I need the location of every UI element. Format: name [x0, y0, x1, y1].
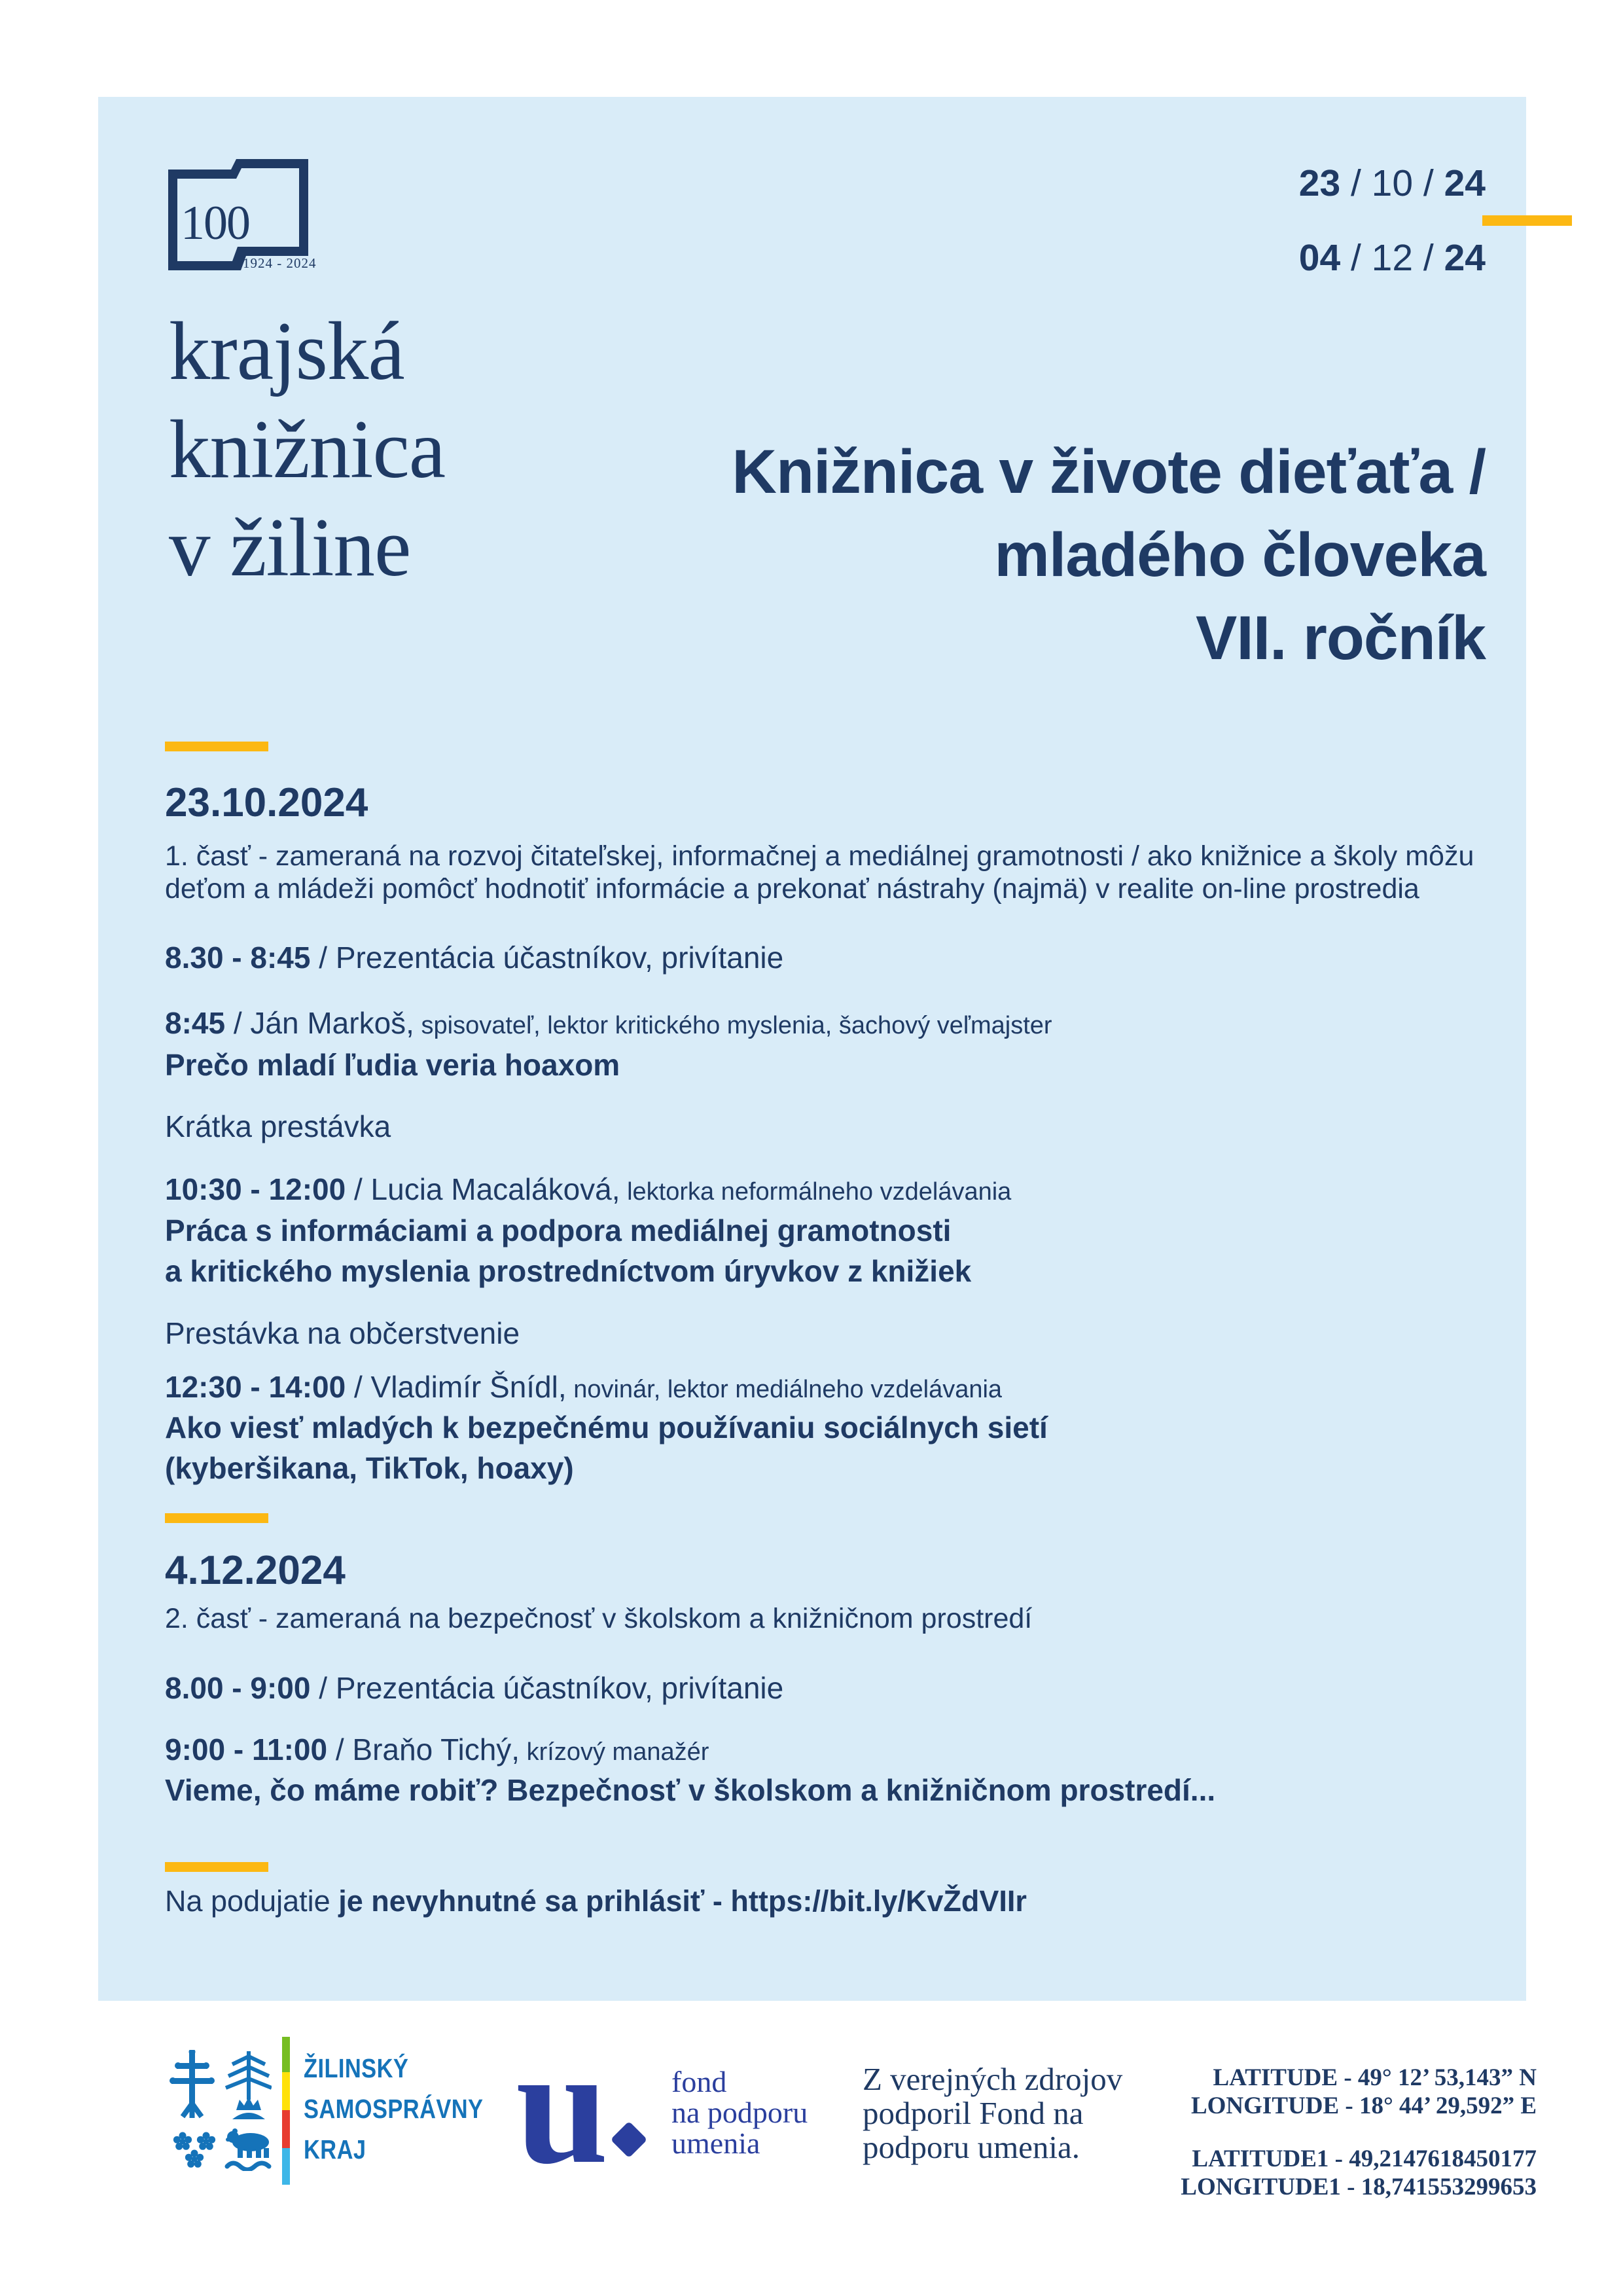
coordinate-longitude1: LONGITUDE1 - 18,741553299653	[1181, 2174, 1537, 2200]
schedule-item-text: / Prezentácia účastníkov, privítanie	[310, 941, 784, 975]
support-statement-line1: Z verejných zdrojov	[863, 2061, 1123, 2097]
registration-note-bold: je nevyhnutné sa prihlásiť -	[338, 1884, 731, 1918]
event-title	[732, 431, 1486, 680]
schedule-item-time: 12:30 - 14:00	[165, 1370, 346, 1404]
section1-intro-line1: 1. časť - zameraná na rozvoj čitateľskej, informačnej a mediálnej gramotnosti / ako knižnice a školy môžu	[165, 840, 1474, 872]
registration-note	[165, 1885, 1027, 1918]
logo-100-number: 100	[181, 196, 249, 250]
section1-divider	[165, 742, 268, 751]
schedule-item-time: 9:00 - 11:00	[165, 1732, 328, 1767]
tree-crown-icon	[226, 2051, 272, 2119]
library-wordmark-line2: knižnica	[169, 404, 446, 495]
section2-divider	[165, 1513, 268, 1523]
talk-title-safety: Vieme, čo máme robiť? Bezpečnosť v školskom a knižničnom prostredí...	[165, 1773, 1216, 1807]
library-wordmark-line1: krajská	[169, 306, 404, 397]
schedule-item-speaker: / Ján Markoš,	[225, 1006, 414, 1040]
stripe-yellow	[282, 2072, 290, 2110]
talk-title-media-literacy-line2: a kritického myslenia prostredníctvom úryvkov z knižiek	[165, 1254, 972, 1288]
schedule-item-welcome-2	[165, 1672, 783, 1705]
double-cross-icon	[169, 2050, 215, 2118]
event-title-line3: VII. ročník	[1195, 603, 1486, 673]
schedule-item-snidl	[165, 1371, 1002, 1404]
schedule-item-welcome-1	[165, 941, 783, 975]
event-title-line1: Knižnica v živote dieťaťa /	[732, 437, 1486, 507]
zsk-color-stripe	[282, 2037, 290, 2185]
event-title-line2: mladého človeka	[994, 520, 1486, 590]
zsk-name-line1: ŽILINSKÝ	[304, 2053, 409, 2083]
schedule-item-speaker-role: krízový manažér	[520, 1738, 709, 1766]
roses-icon	[173, 2132, 215, 2168]
section2-intro-line1: 2. časť - zameraná na bezpečnosť v školskom a knižničnom prostredí	[165, 1603, 1033, 1634]
section2-date-heading: 4.12.2024	[165, 1548, 346, 1593]
event-date-1-month: / 10 /	[1340, 162, 1444, 204]
zsk-name-line2: SAMOSPRÁVNY	[304, 2094, 484, 2124]
support-statement-line3: podporu umenia.	[863, 2129, 1080, 2165]
coordinate-latitude: LATITUDE - 49° 12’ 53,143” N	[1213, 2064, 1537, 2091]
schedule-break-refreshments: Prestávka na občerstvenie	[165, 1316, 520, 1350]
event-date-2-year: 24	[1444, 237, 1486, 279]
registration-note-prefix: Na podujatie	[165, 1884, 339, 1918]
event-date-2-day: 04	[1298, 237, 1341, 279]
date-accent-bar	[1482, 215, 1572, 226]
schedule-item-speaker-role: lektorka neformálneho vzdelávania	[620, 1178, 1012, 1206]
coordinate-longitude: LONGITUDE - 18° 44’ 29,592” E	[1190, 2092, 1537, 2119]
event-date-2	[1299, 237, 1486, 280]
event-date-1	[1299, 162, 1486, 206]
coordinate-latitude1: LATITUDE1 - 49,2147618450177	[1192, 2145, 1537, 2172]
schedule-item-speaker: / Braňo Tichý,	[327, 1732, 520, 1767]
fpu-name-line2: na podporu	[671, 2096, 808, 2129]
schedule-item-speaker: / Vladimír Šnídl,	[346, 1370, 567, 1404]
stripe-green	[282, 2037, 290, 2072]
talk-title-social-networks-line1: Ako viesť mladých k bezpečnému používaniu sociálnych sietí	[165, 1410, 1048, 1444]
fpu-name-line3: umenia	[671, 2126, 760, 2160]
logo-100-years: 1924 - 2024	[243, 255, 317, 271]
schedule-item-time: 10:30 - 12:00	[165, 1172, 346, 1206]
schedule-item-macalakova	[165, 1173, 1011, 1206]
registration-link[interactable]: https://bit.ly/KvŽdVIIr	[730, 1884, 1027, 1918]
schedule-item-time: 8:45	[165, 1006, 226, 1040]
schedule-item-text: / Prezentácia účastníkov, privítanie	[310, 1671, 784, 1705]
library-wordmark	[169, 302, 445, 597]
schedule-item-time: 8.30 - 8:45	[165, 941, 311, 975]
registration-divider	[165, 1862, 268, 1872]
zsk-coat-of-arms-icon	[167, 2050, 272, 2171]
talk-title-hoaxes: Prečo mladí ľudia veria hoaxom	[165, 1048, 620, 1082]
schedule-item-speaker-role: novinár, lektor mediálneho vzdelávania	[566, 1376, 1003, 1403]
schedule-item-markos	[165, 1007, 1052, 1040]
zsk-name-line3: KRAJ	[304, 2134, 366, 2164]
schedule-item-speaker: / Lucia Macaláková,	[346, 1172, 620, 1206]
talk-title-media-literacy-line1: Práca s informáciami a podpora mediálnej gramotnosti	[165, 1213, 952, 1247]
section1-date-heading: 23.10.2024	[165, 780, 368, 825]
stripe-cyan	[282, 2148, 290, 2185]
schedule-item-tichy	[165, 1733, 709, 1767]
fpu-name-line1: fond	[671, 2065, 727, 2098]
schedule-break-short: Krátka prestávka	[165, 1109, 391, 1143]
fpu-logo-diamond-dot	[611, 2121, 648, 2159]
event-date-1-day: 23	[1298, 162, 1341, 204]
talk-title-social-networks-line2: (kyberšikana, TikTok, hoaxy)	[165, 1451, 574, 1485]
stripe-red	[282, 2110, 290, 2148]
event-date-1-year: 24	[1444, 162, 1486, 204]
library-wordmark-line3: v žiline	[169, 502, 411, 594]
event-date-2-month: / 12 /	[1340, 237, 1444, 279]
section1-intro-line2: deťom a mládeži pomôcť hodnotiť informácie a prekonať nástrahy (najmä) v realite on-line prostredia	[165, 873, 1419, 905]
support-statement-line2: podporil Fond na	[863, 2095, 1084, 2131]
bear-wave-icon	[226, 2128, 269, 2170]
schedule-item-time: 8.00 - 9:00	[165, 1671, 311, 1705]
fpu-logo-u-mark: u	[516, 2014, 609, 2198]
schedule-item-speaker-role: spisovateľ, lektor kritického myslenia, šachový veľmajster	[414, 1012, 1052, 1039]
